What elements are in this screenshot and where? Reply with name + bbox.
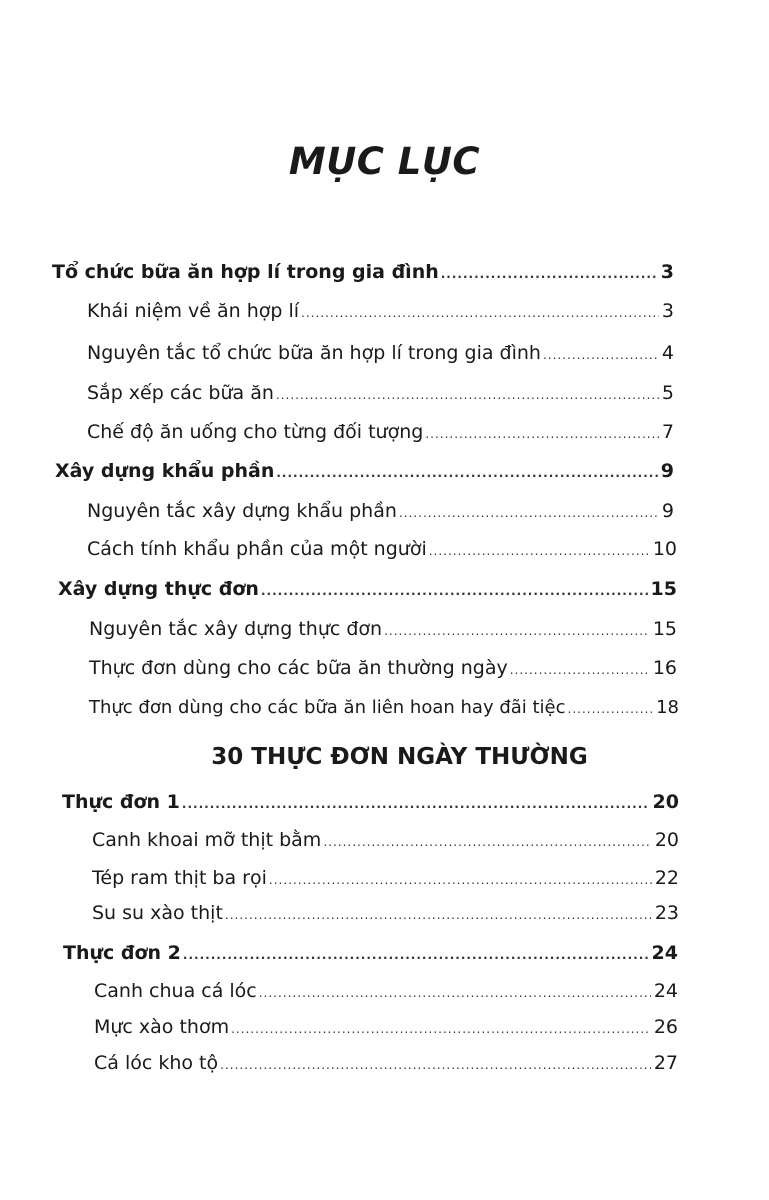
toc-entry-heading[interactable]	[62, 791, 679, 819]
dot-leader	[301, 306, 659, 320]
section-heading: 30 THỰC ĐƠN NGÀY THƯỜNG	[211, 744, 588, 770]
toc-entry[interactable]	[87, 538, 677, 566]
toc-entry-page: 23	[654, 902, 679, 924]
dot-leader	[276, 388, 659, 402]
toc-entry-label: Chế độ ăn uống cho từng đối tượng	[87, 421, 424, 443]
toc-entry-label: Sắp xếp các bữa ăn	[87, 382, 274, 404]
toc-entry-label: Thực đơn dùng cho các bữa ăn thường ngày	[89, 657, 508, 679]
dot-leader	[323, 835, 652, 849]
toc-entry-label: Khái niệm về ăn hợp lí	[87, 300, 300, 322]
toc-entry[interactable]	[92, 902, 679, 930]
toc-entry-heading[interactable]	[58, 578, 677, 606]
toc-entry-page: 24	[653, 980, 678, 1002]
toc-entry-page: 26	[653, 1016, 678, 1038]
toc-entry[interactable]	[87, 300, 674, 328]
toc-entry-label: Thực đơn dùng cho các bữa ăn liên hoan hay đãi tiệc	[89, 697, 566, 718]
toc-entry-page: 7	[661, 421, 674, 443]
toc-entry-label: Cá lóc kho tộ	[94, 1052, 219, 1074]
dot-leader	[220, 1058, 651, 1072]
toc-entry[interactable]	[87, 500, 674, 528]
toc-entry-label: Tổ chức bữa ăn hợp lí trong gia đình	[52, 261, 439, 283]
toc-entry-label: Nguyên tắc tổ chức bữa ăn hợp lí trong gia đình	[87, 342, 541, 364]
toc-entry-page: 27	[653, 1052, 678, 1074]
dot-leader	[429, 544, 650, 558]
toc-entry-page: 16	[652, 657, 677, 679]
toc-entry[interactable]	[87, 382, 674, 410]
toc-entry-heading[interactable]	[63, 942, 678, 970]
toc-entry[interactable]	[89, 657, 677, 685]
page-title: MỤC LỤC	[288, 140, 481, 183]
toc-entry-label: Cách tính khẩu phần của một người	[87, 538, 427, 560]
dot-leader	[182, 797, 650, 811]
toc-entry[interactable]	[92, 867, 679, 895]
toc-entry-heading[interactable]	[52, 261, 674, 289]
toc-entry-page: 3	[661, 300, 674, 322]
toc-entry[interactable]	[87, 342, 674, 370]
dot-leader	[183, 948, 649, 962]
dot-leader	[259, 986, 651, 1000]
toc-entry-label: Canh chua cá lóc	[94, 980, 257, 1002]
dot-leader	[399, 506, 659, 520]
toc-entry[interactable]	[87, 421, 674, 449]
dot-leader	[276, 466, 657, 480]
toc-entry-label: Thực đơn 2	[63, 942, 181, 964]
toc-entry-page: 5	[661, 382, 674, 404]
toc-entry-page: 20	[652, 791, 679, 813]
toc-entry[interactable]	[94, 1016, 678, 1044]
dot-leader	[261, 584, 648, 598]
toc-entry-heading[interactable]	[55, 460, 674, 488]
toc-entry-label: Tép ram thịt ba rọi	[92, 867, 267, 889]
toc-entry[interactable]	[89, 697, 679, 725]
dot-leader	[269, 873, 652, 887]
dot-leader	[543, 348, 659, 362]
toc-entry[interactable]	[89, 618, 677, 646]
toc-entry-label: Thực đơn 1	[62, 791, 180, 813]
toc-entry-page: 4	[661, 342, 674, 364]
toc-entry-label: Mực xào thơm	[94, 1016, 230, 1038]
toc-entry[interactable]	[94, 1052, 678, 1080]
toc-entry-page: 3	[660, 261, 674, 283]
toc-entry[interactable]	[94, 980, 678, 1008]
toc-entry-page: 22	[654, 867, 679, 889]
toc-entry-label: Nguyên tắc xây dựng thực đơn	[89, 618, 383, 640]
toc-entry[interactable]	[92, 829, 679, 857]
dot-leader	[510, 663, 650, 677]
toc-entry-page: 15	[652, 618, 677, 640]
dot-leader	[231, 1022, 651, 1036]
dot-leader	[568, 702, 654, 716]
dot-leader	[425, 427, 659, 441]
toc-entry-label: Su su xào thịt	[92, 902, 223, 924]
dot-leader	[384, 624, 650, 638]
toc-entry-label: Xây dựng thực đơn	[58, 578, 259, 600]
toc-entry-page: 15	[650, 578, 677, 600]
toc-entry-page: 18	[656, 697, 679, 718]
toc-entry-page: 20	[654, 829, 679, 851]
toc-entry-label: Xây dựng khẩu phần	[55, 460, 275, 482]
dot-leader	[225, 908, 652, 922]
toc-entry-page: 24	[651, 942, 678, 964]
toc-entry-page: 9	[660, 460, 674, 482]
dot-leader	[441, 267, 658, 281]
toc-entry-label: Canh khoai mỡ thịt bằm	[92, 829, 322, 851]
toc-entry-page: 10	[652, 538, 677, 560]
toc-entry-label: Nguyên tắc xây dựng khẩu phần	[87, 500, 397, 522]
toc-entry-page: 9	[661, 500, 674, 522]
